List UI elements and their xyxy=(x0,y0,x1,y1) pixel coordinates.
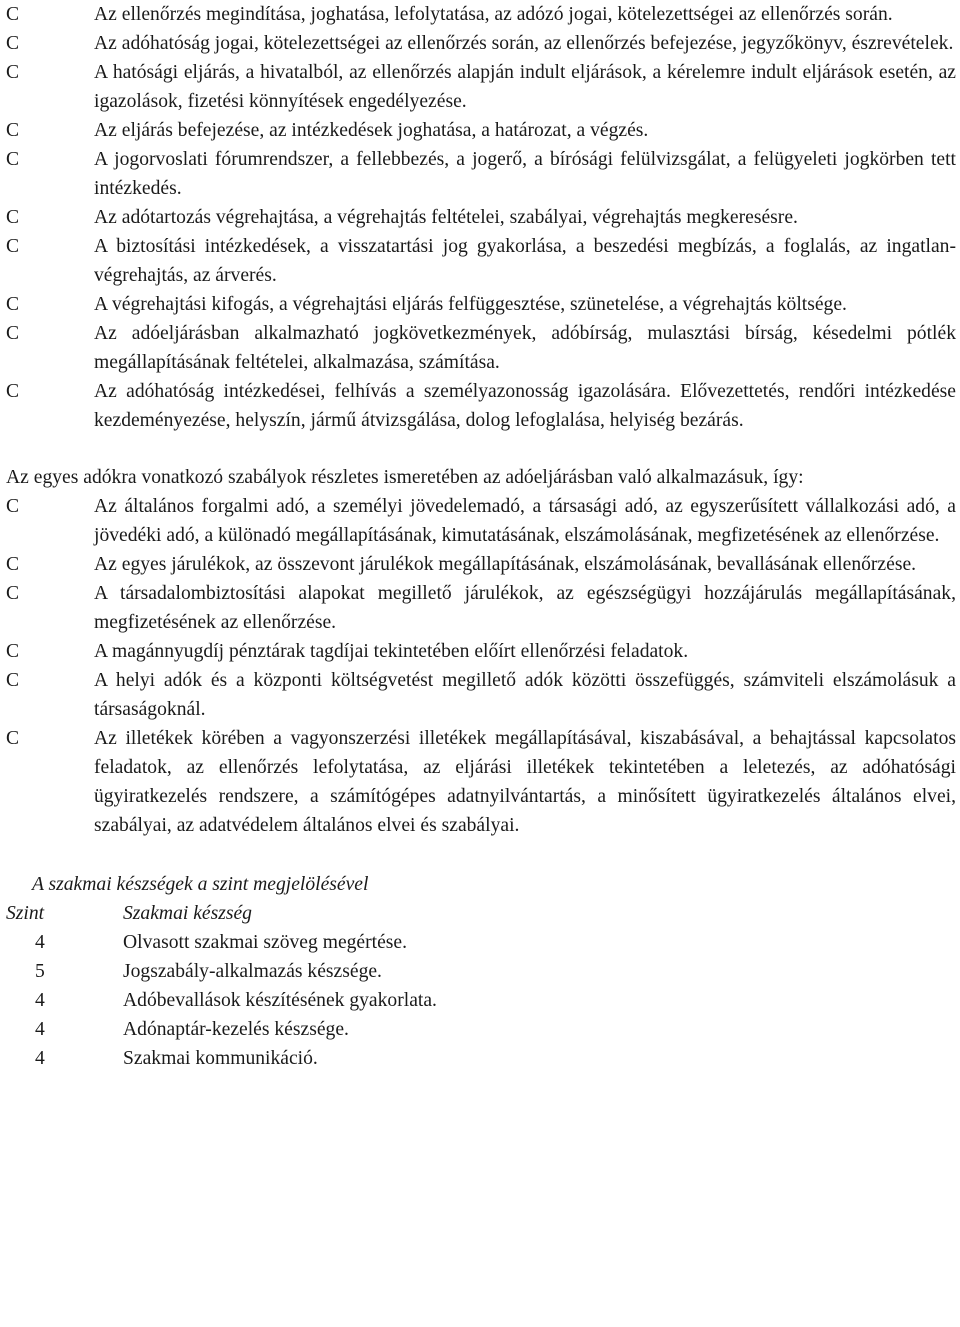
skill-name: Szakmai kommunikáció. xyxy=(123,1048,318,1069)
spacer xyxy=(6,435,956,463)
spacer xyxy=(6,840,956,870)
list-item-text: Az illetékek körében a vagyonszerzési illetékek megállapításával, kiszabásával, a behajtással kapcsolatos feladatok, az ellenőrzés lefolytatása, az eljárási illetékek tekintetében a leletezés, az adóhatósági ügyiratkezelés rendszere, a számítógépes adatnyilvántartás, a minősített ügyiratkezelés általános elvei, szabályai, az adatvédelem általános elvei és szabályai. xyxy=(94,728,956,836)
bullet-glyph: C xyxy=(6,62,20,83)
list-item xyxy=(6,232,956,290)
list-item-text: Az adóeljárásban alkalmazható jogkövetkezmények, adóbírság, mulasztási bírság, késedelmi pótlék megállapításának feltételei, alkalmazása, számítása. xyxy=(94,323,956,373)
intro-paragraph: Az egyes adókra vonatkozó szabályok részletes ismeretében az adóeljárásban való alkalmazásuk, így: xyxy=(6,467,804,488)
list-item xyxy=(6,724,956,840)
list-item xyxy=(6,29,956,58)
list-item xyxy=(6,58,956,116)
bullet-glyph: C xyxy=(6,236,20,257)
list-item xyxy=(6,377,956,435)
list-item-text: Az egyes járulékok, az összevont járulékok megállapításának, elszámolásának, bevallásának ellenőrzése. xyxy=(94,554,917,575)
list-item-text: A végrehajtási kifogás, a végrehajtási eljárás felfüggesztése, szünetelése, a végrehajtás költsége. xyxy=(94,294,847,315)
skill-level: 4 xyxy=(35,1019,45,1040)
table-row xyxy=(6,957,437,986)
table-row xyxy=(6,1015,437,1044)
skill-level: 4 xyxy=(35,932,45,953)
skill-level: 4 xyxy=(35,990,45,1011)
table-header-row xyxy=(6,899,437,928)
list-item-text: A hatósági eljárás, a hivatalból, az ellenőrzés alapján indult eljárások, a kérelemre indult eljárások esetén, az igazolások, fizetési könnyítések engedélyezése. xyxy=(94,62,956,112)
list-item xyxy=(6,290,956,319)
header-level: Szint xyxy=(6,903,45,924)
list-item-text: A biztosítási intézkedések, a visszatartási jog gyakorlása, a beszedési megbízás, a foglalás, az ingatlan-végrehajtás, az árverés. xyxy=(94,236,956,286)
header-skill: Szakmai készség xyxy=(123,903,252,924)
bullet-glyph: C xyxy=(6,728,20,749)
list-item xyxy=(6,116,956,145)
list-item-text: A társadalombiztosítási alapokat megillető járulékok, az egészségügyi hozzájárulás megállapításának, megfizetésének az ellenőrzése. xyxy=(94,583,956,633)
list-item-text: Az eljárás befejezése, az intézkedések joghatása, a határozat, a végzés. xyxy=(94,120,649,141)
bullet-glyph: C xyxy=(6,207,20,228)
bullet-glyph: C xyxy=(6,120,20,141)
list-item xyxy=(6,579,956,637)
list-item-text: Az ellenőrzés megindítása, joghatása, lefolytatása, az adózó jogai, kötelezettségei az ellenőrzés során. xyxy=(94,4,893,25)
bullet-glyph: C xyxy=(6,323,20,344)
skill-name: Olvasott szakmai szöveg megértése. xyxy=(123,932,408,953)
bullet-glyph: C xyxy=(6,583,20,604)
bullet-glyph: C xyxy=(6,33,20,54)
bullet-glyph: C xyxy=(6,554,20,575)
skills-section-title: A szakmai készségek a szint megjelölésével xyxy=(32,874,369,895)
document-page xyxy=(6,0,956,1073)
list-item xyxy=(6,0,956,29)
table-row xyxy=(6,1044,437,1073)
skill-level: 4 xyxy=(35,1048,45,1069)
bullet-glyph: C xyxy=(6,641,20,662)
list-item-text: Az adóhatóság intézkedései, felhívás a személyazonosság igazolására. Elővezettetés, rendőri intézkedése kezdeményezése, helyszín, jármű átvizsgálása, dolog lefoglalása, helyiség bezárás. xyxy=(94,381,956,431)
list-item xyxy=(6,203,956,232)
list-item-text: A jogorvoslati fórumrendszer, a fellebbezés, a jogerő, a bírósági felülvizsgálat, a felügyeleti jogkörben tett intézkedés. xyxy=(94,149,956,199)
list-item-text: Az általános forgalmi adó, a személyi jövedelemadó, a társasági adó, az egyszerűsített vállalkozási adó, a jövedéki adó, a különadó megállapításának, kimutatásának, elszámolásának, megfizetésének az ellenőrzése. xyxy=(94,496,956,546)
tax-rules-list xyxy=(6,492,956,840)
bullet-glyph: C xyxy=(6,294,20,315)
skill-name: Jogszabály-alkalmazás készsége. xyxy=(123,961,382,982)
skill-name: Adóbevallások készítésének gyakorlata. xyxy=(123,990,437,1011)
skills-table xyxy=(6,899,437,1073)
list-item-text: A magánnyugdíj pénztárak tagdíjai tekintetében előírt ellenőrzési feladatok. xyxy=(94,641,689,662)
list-item xyxy=(6,145,956,203)
list-item xyxy=(6,637,956,666)
skill-name: Adónaptár-kezelés készsége. xyxy=(123,1019,349,1040)
skill-level: 5 xyxy=(35,961,45,982)
bullet-glyph: C xyxy=(6,670,20,691)
bullet-glyph: C xyxy=(6,4,20,25)
list-item xyxy=(6,550,956,579)
list-item xyxy=(6,319,956,377)
bullet-glyph: C xyxy=(6,381,20,402)
list-item xyxy=(6,492,956,550)
list-item-text: Az adótartozás végrehajtása, a végrehajtás feltételei, szabályai, végrehajtás megkeresésre. xyxy=(94,207,798,228)
bullet-glyph: C xyxy=(6,496,20,517)
list-item-text: A helyi adók és a központi költségvetést megillető adók közötti összefüggés, számviteli elszámolásuk a társaságoknál. xyxy=(94,670,956,720)
list-item-text: Az adóhatóság jogai, kötelezettségei az ellenőrzés során, az ellenőrzés befejezése, jegyzőkönyv, észrevételek. xyxy=(94,33,954,54)
bullet-glyph: C xyxy=(6,149,20,170)
list-item xyxy=(6,666,956,724)
table-row xyxy=(6,986,437,1015)
procedure-topics-list xyxy=(6,0,956,435)
table-row xyxy=(6,928,437,957)
